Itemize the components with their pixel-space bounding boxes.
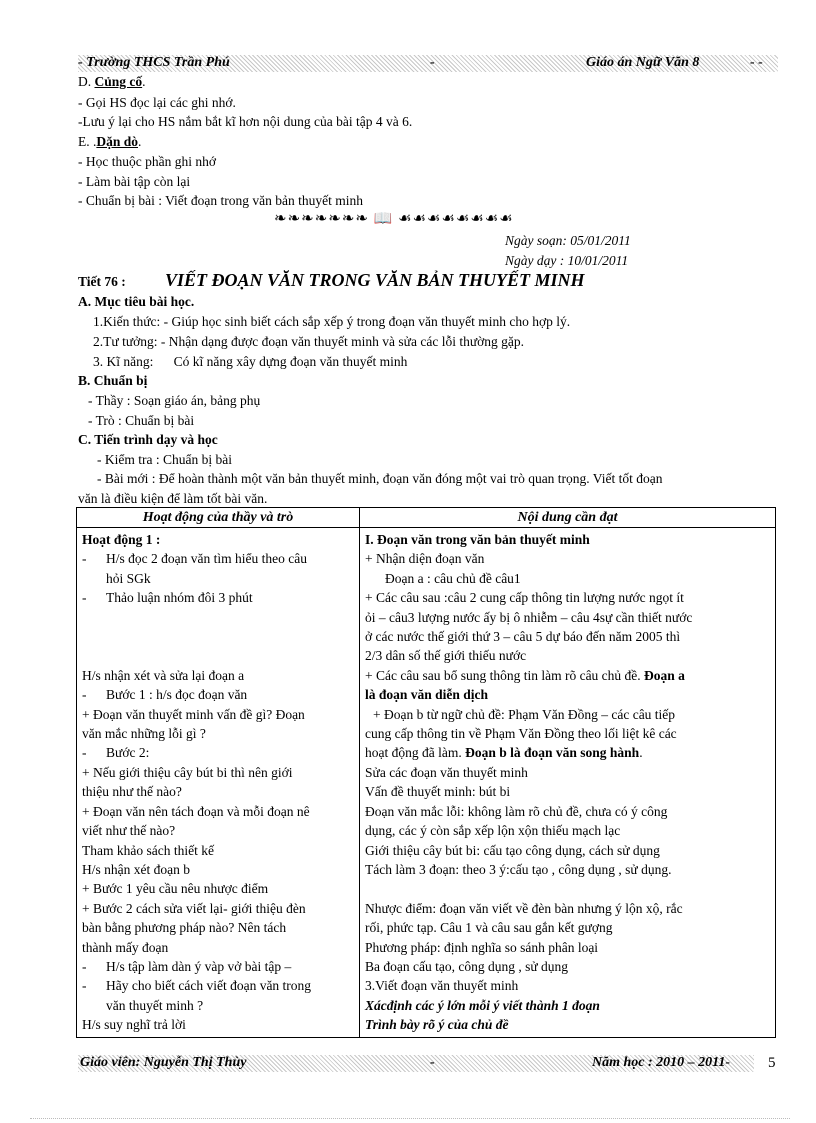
col-header-activities: Hoạt động của thầy và trò — [77, 508, 360, 528]
footer-teacher: Giáo viên: Nguyễn Thị Thùy — [80, 1055, 247, 1070]
section-b-title: B. Chuẩn bị — [78, 373, 148, 388]
date-taught: Ngày dạy : 10/01/2011 — [505, 253, 629, 268]
c-line-2: - Bài mới : Để hoàn thành một văn bản thuyết minh, đoạn văn đóng một vai trò quan trọng. Viết tốt đoạn — [97, 471, 663, 486]
header-school: - Trường THCS Trần Phú — [78, 55, 230, 70]
d-line-1: - Gọi HS đọc lại các ghi nhớ. — [78, 95, 236, 110]
section-e-heading: E. .Dặn dò. — [78, 134, 142, 149]
lesson-table — [76, 507, 776, 1038]
lesson-title: VIẾT ĐOẠN VĂN TRONG VĂN BẢN THUYẾT MINH — [165, 270, 585, 290]
lesson-number: Tiết 76 : — [78, 274, 126, 289]
a-line-1: 1.Kiến thức: - Giúp học sinh biết cách sắp xếp ý trong đoạn văn thuyết minh cho hợp lý. — [93, 314, 571, 329]
c-line-3: văn là điều kiện để làm tốt bài văn. — [78, 491, 268, 506]
e-line-3: - Chuẩn bị bài : Viết đoạn trong văn bản thuyết minh — [78, 193, 364, 208]
page-bottom-rule — [30, 1118, 790, 1119]
c-line-1: - Kiểm tra : Chuẩn bị bài — [97, 452, 232, 467]
e-line-1: - Học thuộc phần ghi nhớ — [78, 154, 216, 169]
section-c-title: C. Tiến trình dạy và học — [78, 432, 218, 447]
a-line-2: 2.Tư tưởng: - Nhận dạng được đoạn văn thuyết minh và sửa các lỗi thường gặp. — [93, 334, 525, 349]
page-header — [78, 55, 778, 72]
footer-dash: - — [430, 1055, 435, 1070]
header-dash: - — [430, 55, 435, 70]
ornament-divider: ❧❧❧❧❧❧❧ 📖 ☙☙☙☙☙☙☙☙ — [274, 211, 514, 227]
footer-year: Năm học : 2010 – 2011- — [592, 1055, 731, 1070]
a-line-3: 3. Kĩ năng: Có kĩ năng xây dựng đoạn văn thuyết minh — [93, 354, 408, 369]
header-subject: Giáo án Ngữ Văn 8 — [586, 55, 700, 70]
e-line-2: - Làm bài tập còn lại — [78, 174, 191, 189]
section-d-heading: D. Củng cố. — [78, 74, 146, 89]
page-number: 5 — [768, 1055, 776, 1071]
page-footer — [78, 1055, 754, 1072]
header-tail: - - — [750, 55, 763, 70]
section-a-title: A. Mục tiêu bài học. — [78, 294, 195, 309]
activities-cell: Hoạt động 1 : - H/s đọc 2 đoạn văn tìm hiểu theo câu hỏi SGk - Thảo luận nhóm đôi 3 phút H/s nhận xét và sửa lại đoạn a - Bước 1 : h/s đọc đoạn văn + Đoạn văn thuyết minh vấn đề gì? Đoạn văn mắc những lỗi gì ? - Bước 2: + Nếu giới thiệu cây bút bi thì nên giới thiệu như thế nào? + Đoạn văn nên tách đoạn và mỗi đoạn nê viết như thế nào? Tham khảo sách thiết kế H/s nhận xét đoạn b + Bước 1 yêu cầu nêu nhược điểm + Bước 2 cách sửa viết lại- giới thiệu đèn bàn bằng phương pháp nào? Nên tách thành mấy đoạn - H/s tập làm dàn ý vàp vở bài tập – - Hãy cho biết cách viết đoạn văn trong văn thuyết minh ? H/s suy nghĩ trả lời — [77, 528, 360, 1038]
b-line-1: - Thầy : Soạn giáo án, bảng phụ — [88, 393, 261, 408]
content-cell: I. Đoạn văn trong văn bản thuyết minh + Nhận diện đoạn văn Đoạn a : câu chủ đề câu1 + Các câu sau :câu 2 cung cấp thông tin lượng nước ngọt ít ỏi – câu3 lượng nước ấy bị ô nhiễm – câu 4sự cần thiết nước ở các nước thế giới thứ 3 – câu 5 dự báo đến năm 2005 thì 2/3 dân số thế giới thiếu nước + Các câu sau bổ sung thông tin làm rõ câu chủ đề. Đoạn a là đoạn văn diễn dịch + Đoạn b từ ngữ chủ đề: Phạm Văn Đồng – các câu tiếp cung cấp thông tin về Phạm Văn Đồng theo lối liệt kê các hoạt động đã làm. Đoạn b là đoạn văn song hành. Sửa các đoạn văn thuyết minh Vấn đề thuyết minh: bút bi Đoạn văn mắc lỗi: không làm rõ chủ đề, chưa có ý công dụng, các ý còn sắp xếp lộn xộn thiếu mạch lạc Giới thiệu cây bút bi: cấu tạo công dụng, cách sử dụng Tách làm 3 đoạn: theo 3 ý:cấu tạo , công dụng , sử dụng. Nhược điểm: đoạn văn viết về đèn bàn nhưng ý lộn xộ, rắc rối, phức tạp. Câu 1 và câu sau gắn kết gượng Phương pháp: định nghĩa so sánh phân loại Ba đoạn cấu tạo, công dụng , sử dụng 3.Viết đoạn văn thuyết minh Xácđịnh các ý lớn mỗi ý viết thành 1 đoạn Trình bày rõ ý của chủ đề — [360, 528, 776, 1038]
col-header-content: Nội dung cần đạt — [360, 508, 776, 528]
date-prepared: Ngày soạn: 05/01/2011 — [505, 233, 631, 248]
d-line-2: -Lưu ý lại cho HS nắm bắt kĩ hơn nội dung của bài tập 4 và 6. — [78, 114, 413, 129]
b-line-2: - Trò : Chuẩn bị bài — [88, 413, 195, 428]
